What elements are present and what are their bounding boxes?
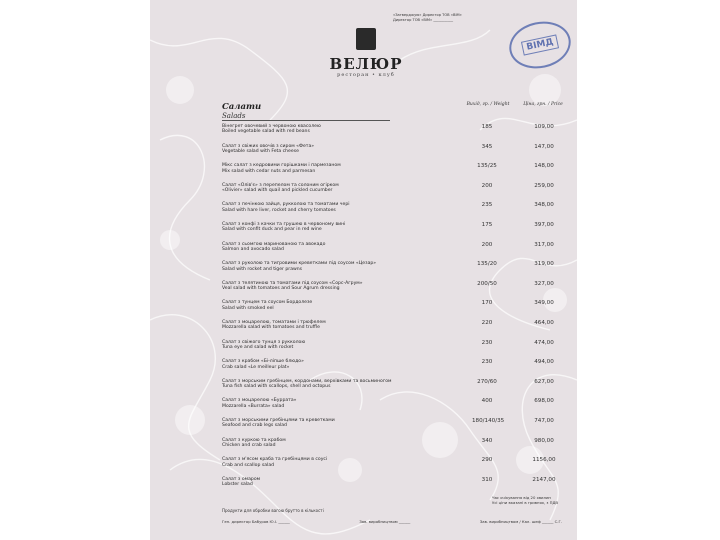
item-name-en: Veal salad with tomatoes and Sour Agrum dressing [222, 286, 340, 292]
item-name [222, 457, 422, 468]
item-name-en: Mix salad with cedar nuts and parmesan [222, 168, 316, 174]
item-price: 349,00 [534, 300, 554, 307]
stamp-text: ВІМД [521, 34, 558, 55]
item-weight: 185 [481, 124, 493, 130]
item-name [222, 281, 422, 292]
menu-item [222, 320, 568, 340]
item-name-ua: Салат з морським гребінцем, кордонами, верхівками та восьминогом [222, 378, 392, 384]
item-name [222, 340, 422, 351]
item-name-en: Tuna fish salad with scallops, shell and octopus [222, 384, 331, 390]
item-name-en: Mozzarella «Burrata» salad [222, 403, 285, 409]
item-name-en: Crab and scallop salad [222, 462, 275, 468]
item-name [222, 320, 422, 331]
menu-items-list [222, 124, 568, 496]
signature-row [222, 519, 562, 524]
item-name-en: Vegetable salad with Feta cheese [222, 149, 299, 154]
item-price: 2147,00 [532, 476, 556, 483]
item-price: 494,00 [534, 359, 554, 366]
item-name [222, 222, 422, 233]
menu-item [222, 457, 568, 477]
item-weight: 310 [481, 476, 493, 483]
item-name-ua: Салат з крабом «Бі-ліпше блюдо» [222, 359, 304, 365]
item-weight: 135/25 [477, 163, 497, 170]
item-name-ua: Салат з свіжого тунця з рукколою [222, 339, 306, 345]
item-name-en: Salmon and avocado salad [222, 246, 284, 252]
item-name-ua: Вінегрет овочевий з червоною квасолею [222, 124, 321, 129]
item-weight: 200/50 [477, 280, 497, 287]
item-weight: 345 [481, 143, 493, 150]
menu-item [222, 261, 568, 281]
item-name [222, 163, 422, 174]
section-header [222, 103, 261, 120]
signature-production: Зав. виробництвом ______ [359, 519, 411, 524]
item-name [222, 183, 422, 194]
menu-item [222, 202, 568, 222]
signature-chef: Зав. виробництвом / Кал. шеф ______ С.Г. [479, 519, 562, 524]
item-name [222, 418, 422, 429]
menu-item [222, 124, 568, 144]
item-weight: 135/20 [477, 261, 497, 268]
menu-item [222, 379, 568, 399]
brand-subtitle: ресторан • клуб [337, 72, 395, 78]
menu-item [222, 281, 568, 301]
item-name-ua: Салат з сьомгою маринованою та авокадо [222, 241, 326, 247]
signature-director: Ген. директор Бабуров Ю.І. ______ [222, 519, 290, 524]
approval-line: Директор ТОВ «ВІМ» ___________ [393, 18, 454, 22]
item-name-ua: Салат з свіжих овочів з сиром «Фета» [222, 143, 315, 149]
item-name-en: Seafood and crab legs salad [222, 423, 287, 429]
menu-item [222, 477, 568, 497]
item-name [222, 202, 422, 213]
restaurant-logo [326, 28, 406, 78]
item-price: 259,00 [534, 182, 554, 189]
weight-column-header: Вихід, гр. / Weight [466, 102, 510, 107]
item-name-ua: Салат «Олів'є» з перепелом та солоним огірком [222, 182, 339, 188]
approval-line: «Затверджую» Директор ТОВ «ВІМ» [393, 13, 462, 17]
item-weight: 175 [481, 221, 493, 228]
item-name-ua: Салат з куркою та крабом [222, 437, 286, 443]
item-name-ua: Мікс салат з кедровими горішками і пармезаном [222, 163, 341, 169]
item-name-en: Salad with rocket and tiger prawns [222, 266, 303, 272]
item-name-ua: Салат з тунцем та соусом Бордолезе [222, 300, 313, 306]
section-divider [222, 120, 390, 121]
section-title-en: Salads [222, 112, 246, 120]
menu-item [222, 359, 568, 379]
item-price: 698,00 [534, 398, 554, 405]
menu-item [222, 144, 568, 164]
item-weight: 235 [481, 202, 493, 209]
item-name-en: Boiled vegetable salad with red beans [222, 129, 310, 135]
item-price: 464,00 [534, 319, 554, 326]
approval-note [393, 13, 513, 23]
item-name [222, 398, 422, 409]
menu-item [222, 242, 568, 262]
item-name-ua: Салат з омаром [222, 476, 261, 482]
item-name-en: Salad with confit duck and pear in red wine [222, 227, 322, 233]
item-name [222, 359, 422, 370]
item-name-en: Salad with smoked eel [222, 305, 274, 311]
item-name-ua: Салат з м'ясом краба та гребінцями в соусі [222, 457, 328, 463]
item-name [222, 144, 422, 155]
item-name-ua: Салат з моцарелою, томатами і трюфелем [222, 319, 326, 325]
item-weight: 230 [481, 359, 493, 366]
logo-emblem-icon [356, 28, 376, 50]
menu-item [222, 163, 568, 183]
item-price: 147,00 [534, 143, 554, 150]
item-weight: 290 [481, 457, 493, 464]
brand-name: ВЕЛЮР [329, 55, 403, 73]
item-name-en: Lobster salad [222, 482, 253, 488]
item-price: 109,00 [534, 124, 554, 130]
note-line: Час очікування від 20 хвилин [492, 495, 551, 500]
item-name-ua: Салат з руколою та тигровими креветками під соусом «Цезар» [222, 261, 377, 267]
item-price: 317,00 [534, 241, 554, 248]
item-name [222, 261, 422, 272]
item-price: 397,00 [534, 221, 554, 228]
price-column-header: Ціна, грн. / Price [523, 102, 563, 107]
item-price: 627,00 [534, 378, 554, 385]
item-weight: 220 [481, 319, 493, 326]
menu-item [222, 340, 568, 360]
item-weight: 230 [481, 339, 493, 346]
item-name [222, 379, 422, 390]
item-name-ua: Салат з морськими гребінцями та креветками [222, 417, 335, 423]
menu-item [222, 438, 568, 458]
item-name [222, 438, 422, 449]
item-name-ua: Салат з телятиною та томатами під соусом «Сорс-Агрум» [222, 280, 363, 286]
item-name-en: Mozzarella salad with tomatoes and truffle [222, 325, 320, 331]
item-name-en: Chicken and crab salad [222, 442, 276, 448]
item-price: 1156,00 [532, 457, 556, 464]
item-name-en: Tuna eye and salad with rocket [222, 344, 294, 350]
item-weight: 340 [481, 437, 493, 444]
item-name [222, 477, 422, 488]
menu-item [222, 222, 568, 242]
item-name-en: Crab salad «Le meilleur plat» [222, 364, 290, 370]
item-weight: 170 [481, 300, 493, 307]
menu-notes [492, 495, 572, 505]
menu-item [222, 183, 568, 203]
note-line: Усі ціни вказані в гривнях, з ПДВ [492, 500, 559, 505]
menu-item [222, 398, 568, 418]
item-price: 319,00 [534, 261, 554, 268]
item-name-ua: Салат з моцарелою «Буррата» [222, 398, 297, 404]
item-weight: 200 [481, 241, 493, 248]
item-price: 148,00 [534, 163, 554, 170]
item-name-ua: Салат з конфі з качки та грушею в червоному вині [222, 221, 346, 227]
item-price: 747,00 [534, 417, 554, 424]
item-price: 474,00 [534, 339, 554, 346]
item-weight: 200 [481, 182, 493, 189]
item-name-en: Salad with hare liver, rocket and cherry tomatoes [222, 207, 336, 213]
footer-note: Продукти для обробки вагою брутто в кількості [222, 508, 324, 513]
item-price: 348,00 [534, 202, 554, 209]
menu-item [222, 300, 568, 320]
item-name-ua: Салат з печінкою зайця, рукколою та томатами чері [222, 202, 350, 208]
menu-item [222, 418, 568, 438]
item-name-en: «Olivier» salad with quail and pickled cucumber [222, 188, 333, 194]
section-title: Салати [222, 102, 262, 112]
item-name [222, 124, 422, 135]
item-price: 980,00 [534, 437, 554, 444]
item-name [222, 242, 422, 253]
item-weight: 400 [481, 398, 493, 405]
item-name [222, 300, 422, 311]
item-price: 327,00 [534, 280, 554, 287]
item-weight: 270/60 [477, 378, 497, 385]
item-weight: 180/140/35 [472, 417, 505, 424]
menu-page [150, 0, 577, 540]
